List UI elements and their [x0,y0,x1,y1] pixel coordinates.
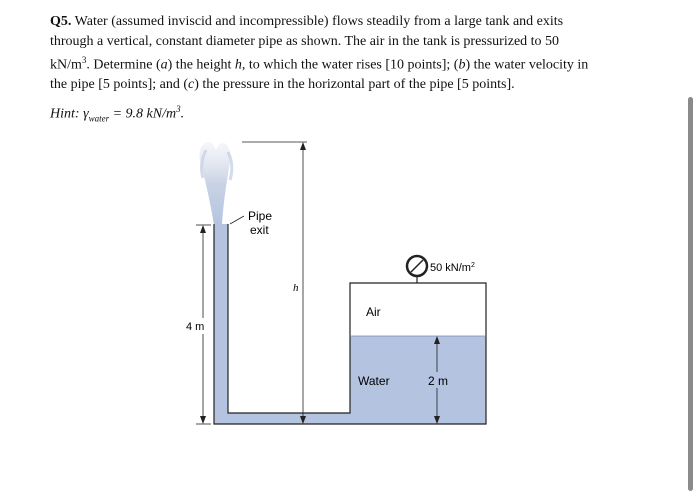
water-jet [199,142,231,225]
water-label: Water [358,374,390,388]
pipe-exit-leader [230,216,244,224]
problem-number: Q5. [50,14,72,29]
pipe-height-label: 4 m [186,321,205,333]
gauge-reading-label: 50 $kN/m^2$ [430,262,475,274]
height-h-label: h [293,282,299,294]
problem-line-3: $kN/m^3$. Determine (a) the height h, to which the water rises [10 points]; (b) the water velocity in [50,55,589,73]
pipe-exit-label-2: exit [250,223,269,237]
problem-line-2: through a vertical, constant diameter pipe as shown. The air in the tank is pressurized to 50 [50,33,560,49]
hint-line: Hint: $\gamma_{water} = 9.8$ $kN/m^3$. [50,104,185,124]
pipe-exit-label-1: Pipe [248,209,273,223]
problem-line-4: the pipe [5 points]; and (c) the pressure in the horizontal part of the pipe [5 points]. [50,77,515,93]
depth-label: 2 m [428,374,449,388]
pressure-gauge [407,256,427,283]
scrollbar[interactable] [688,97,693,491]
air-label: Air [366,305,381,319]
problem-line-1: Q5. Water (assumed inviscid and incompressible) flows steadily from a large tank and exits [50,14,564,29]
